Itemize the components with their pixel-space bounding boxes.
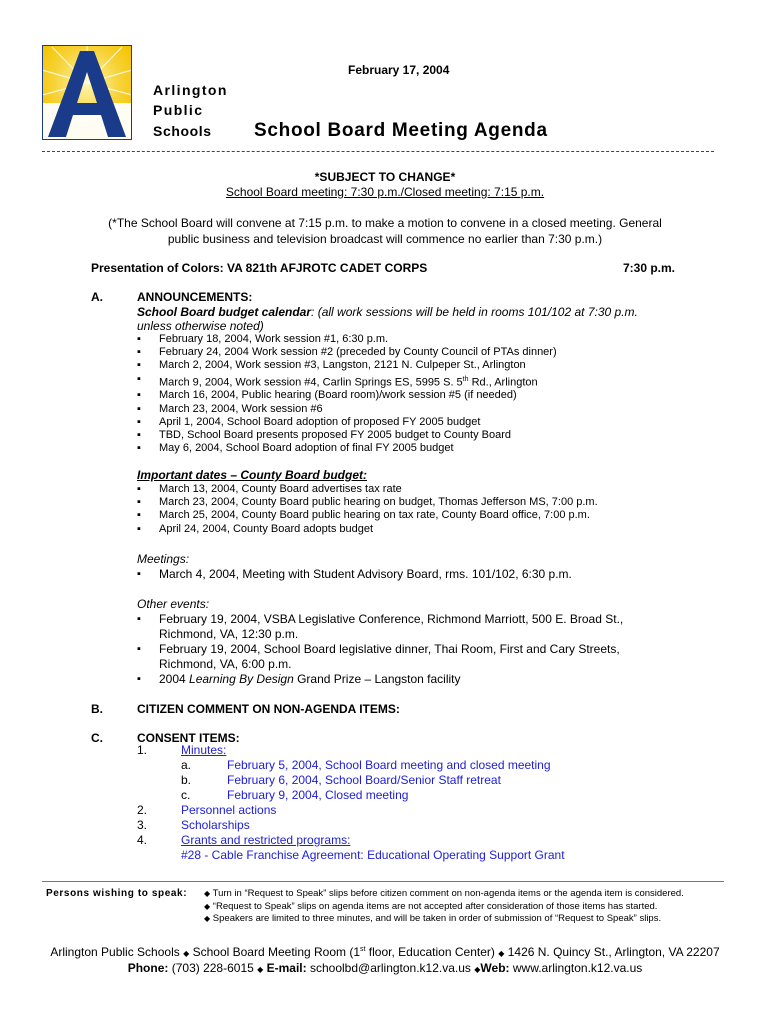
section-b-letter: B. (91, 702, 103, 716)
meeting-times (0, 185, 770, 199)
meetings-list (137, 567, 572, 582)
section-a-letter: A. (91, 290, 103, 304)
budget-calendar-title: School Board budget calendar (137, 305, 312, 319)
list-item: ▪ May 6, 2004, School Board adoption of final FY 2005 budget (137, 442, 557, 455)
web-label: Web: (480, 961, 510, 975)
list-item-text-line-2: Richmond, VA, 12:30 p.m. (159, 627, 299, 641)
list-item: ▪ April 24, 2004, County Board adopts budget (137, 523, 598, 536)
minutes-feb6-link[interactable]: February 6, 2004, School Board/Senior Staff retreat (227, 773, 501, 787)
org-name-line-3: Schools (153, 123, 212, 139)
footer-room: School Board Meeting Room (1 (192, 945, 361, 959)
convene-note-line-2: public business and television broadcast will commence no earlier than 7:30 p.m.) (167, 232, 603, 246)
item-letter: b. (181, 773, 192, 787)
item-number: 2. (137, 803, 148, 817)
list-item: ▪ March 23, 2004, County Board public hearing on budget, Thomas Jefferson MS, 7:00 p.m. (137, 496, 598, 509)
speaker-note-text: “Request to Speak” slips on agenda items are not accepted after consideration of those items has started. (212, 900, 658, 912)
footer-room-rest: floor, Education Center) (365, 945, 495, 959)
list-item: ▪ March 2, 2004, Work session #3, Langston, 2121 N. Culpeper St., Arlington (137, 359, 557, 372)
list-item: ▪ March 23, 2004, Work session #6 (137, 403, 557, 416)
list-item: ▪ February 24, 2004 Work session #2 (preceded by County Council of PTAs dinner) (137, 346, 557, 359)
list-item (137, 672, 697, 687)
web-address[interactable]: www.arlington.k12.va.us (509, 961, 643, 975)
diamond-bullet-icon: ◆ (204, 889, 211, 898)
budget-calendar-list (137, 333, 557, 455)
cable-franchise-link[interactable]: #28 - Cable Franchise Agreement: Educational Operating Support Grant (181, 848, 565, 862)
personnel-actions-link[interactable]: Personnel actions (181, 803, 277, 817)
item-letter: a. (181, 758, 192, 772)
arlington-logo (42, 45, 132, 140)
page-title: School Board Meeting Agenda (254, 120, 548, 141)
org-name-line-1: Arlington (153, 82, 228, 98)
email-address[interactable]: schoolbd@arlington.k12.va.us (306, 961, 475, 975)
budget-calendar-note: : (all work sessions will be held in rooms 101/102 at 7:30 p.m. (311, 305, 638, 319)
list-item-text-line-2: Richmond, VA, 6:00 p.m. (159, 657, 292, 671)
subject-to-change: *SUBJECT TO CHANGE* (314, 170, 456, 184)
email-label: E-mail: (266, 961, 307, 975)
phone-number: (703) 228-6015 (168, 961, 258, 975)
list-item-text: February 19, 2004, School Board legislative dinner, Thai Room, First and Cary Streets, (159, 642, 620, 656)
other-events-list (137, 612, 697, 687)
item-number: 4. (137, 833, 148, 847)
convene-note-line-1: (*The School Board will convene at 7:15 p.m. to make a motion to convene in a closed meeting. General (108, 216, 662, 230)
list-item (137, 373, 557, 390)
diamond-bullet-icon: ◆ (498, 949, 505, 958)
list-item: ▪ March 4, 2004, Meeting with Student Advisory Board, rms. 101/102, 6:30 p.m. (137, 567, 572, 582)
budget-calendar-heading (137, 305, 638, 333)
item-number: 3. (137, 818, 148, 832)
speaker-note-text: Turn in “Request to Speak” slips before citizen comment on non-agenda items or the agenda item is considered. (212, 888, 684, 899)
superscript: st (360, 946, 366, 953)
org-name-line-2: Public (153, 102, 204, 118)
list-item (204, 888, 684, 901)
persons-wishing-to-speak-label: Persons wishing to speak: (46, 888, 188, 899)
list-item: ▪ February 18, 2004, Work session #1, 6:30 p.m. (137, 333, 557, 346)
budget-calendar-note-line-2: unless otherwise noted) (137, 319, 264, 333)
footer-divider (42, 881, 724, 882)
footer-org: Arlington Public Schools (50, 945, 180, 959)
list-item-text: 2004 (159, 672, 190, 686)
county-budget-heading: Important dates – County Board budget: (137, 468, 368, 482)
presentation-of-colors-time: 7:30 p.m. (623, 261, 676, 275)
section-b-heading: CITIZEN COMMENT ON NON-AGENDA ITEMS: (137, 702, 400, 716)
scholarships-link[interactable]: Scholarships (181, 818, 250, 832)
meetings-heading: Meetings: (137, 552, 190, 566)
footer-address (0, 945, 770, 959)
list-item: ▪ March 13, 2004, County Board advertises tax rate (137, 483, 598, 496)
other-events-heading: Other events: (137, 597, 210, 611)
list-item (137, 642, 697, 672)
list-item-text-rest: Rd., Arlington (468, 376, 538, 389)
speaker-notes (204, 888, 684, 926)
list-item: ▪ March 16, 2004, Public hearing (Board room)/work session #5 (if needed) (137, 389, 557, 402)
minutes-link[interactable]: Minutes: (181, 743, 227, 757)
list-item: ▪ March 25, 2004, County Board public hearing on tax rate, County Board office, 7:00 p.m. (137, 509, 598, 522)
county-budget-list (137, 483, 598, 536)
diamond-bullet-icon: ◆ (204, 901, 211, 911)
phone-label: Phone: (127, 961, 169, 975)
footer-contact (0, 961, 770, 975)
speaker-note-text: Speakers are limited to three minutes, and will be taken in order of submission of “Request to Speak” slips. (212, 913, 662, 924)
list-item: ▪ April 1, 2004, School Board adoption of proposed FY 2005 budget (137, 416, 557, 429)
list-item-text: March 9, 2004, Work session #4, Carlin Springs ES, 5995 S. 5 (159, 376, 463, 389)
footer-street: 1426 N. Quincy St., Arlington, VA 22207 (507, 945, 720, 959)
presentation-of-colors: Presentation of Colors: VA 821th AFJROTC CADET CORPS (91, 261, 428, 275)
meeting-date: February 17, 2004 (348, 63, 450, 77)
section-c-letter: C. (91, 731, 103, 745)
list-item: ▪ TBD, School Board presents proposed FY 2005 budget to County Board (137, 429, 557, 442)
meeting-times-text: School Board meeting: 7:30 p.m./Closed meeting: 7:15 p.m. (225, 185, 545, 199)
list-item-text: February 19, 2004, VSBA Legislative Conference, Richmond Marriott, 500 E. Broad St., (159, 612, 624, 626)
list-item (204, 901, 684, 914)
superscript: th (462, 375, 469, 383)
diamond-bullet-icon: ◆ (474, 965, 481, 974)
item-letter: c. (181, 788, 191, 802)
diamond-bullet-icon: ◆ (204, 914, 211, 923)
list-item-text-rest: Grand Prize – Langston facility (293, 672, 461, 686)
header-divider (42, 151, 714, 152)
minutes-feb5-link[interactable]: February 5, 2004, School Board meeting and closed meeting (227, 758, 551, 772)
list-item (137, 612, 697, 642)
convene-note (0, 215, 770, 247)
section-a-heading: ANNOUNCEMENTS: (137, 290, 253, 304)
learning-by-design: Learning By Design (189, 672, 294, 686)
diamond-bullet-icon: ◆ (183, 949, 190, 958)
list-item (204, 913, 684, 926)
section-c-heading: CONSENT ITEMS: (137, 731, 240, 745)
diamond-bullet-icon: ◆ (257, 965, 264, 974)
minutes-feb9-link[interactable]: February 9, 2004, Closed meeting (227, 788, 409, 802)
item-number: 1. (137, 743, 148, 757)
grants-link[interactable]: Grants and restricted programs: (181, 833, 351, 847)
